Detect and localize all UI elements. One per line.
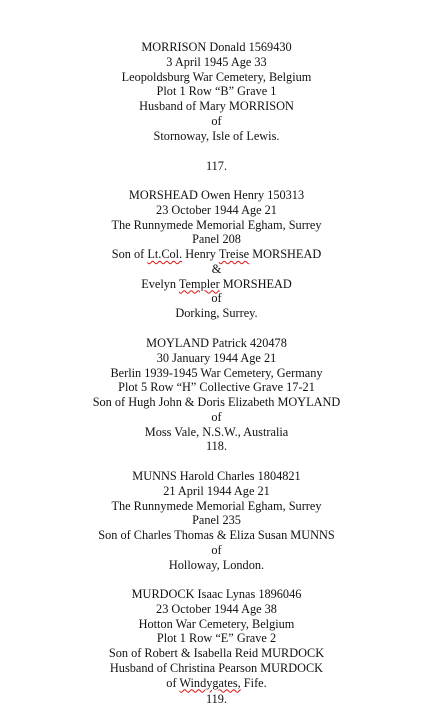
entry-date-line: 30 January 1944 Age 21: [156, 350, 277, 365]
entry-of-line: of: [211, 113, 222, 128]
entry-cemetery-line: Berlin 1939-1945 War Cemetery, Germany: [110, 365, 323, 380]
entry-murdock: [0, 587, 433, 690]
entry-place-line: Stornoway, Isle of Lewis.: [153, 128, 280, 143]
entry-place-line: Dorking, Surrey.: [175, 306, 258, 320]
entry-morshead: [0, 188, 433, 321]
entry-relation-line: Evelyn Templer MORSHEAD: [141, 276, 292, 291]
page-number: 117.: [205, 159, 228, 173]
entry-name-line: MUNNS Harold Charles 1804821: [132, 469, 301, 483]
entry-cemetery-line: Hotton War Cemetery, Belgium: [138, 616, 295, 631]
entry-plot-line: Plot 1 Row “E” Grave 2: [156, 631, 277, 646]
entry-name-line: MURDOCK Isaac Lynas 1896046: [131, 587, 302, 601]
entry-name-line: MORSHEAD Owen Henry 150313: [128, 188, 305, 202]
entry-of-line: of: [211, 409, 222, 424]
entry-date-line: 23 October 1944 Age 38: [156, 601, 277, 616]
entry-place-line: Moss Vale, N.S.W., Australia: [144, 424, 289, 439]
entry-date-line: 21 April 1944 Age 21: [163, 483, 270, 498]
entry-place-line: of Windygates, Fife.: [166, 675, 267, 690]
entry-cemetery-line: Leopoldsburg War Cemetery, Belgium: [121, 69, 312, 84]
entry-of-line: of: [211, 291, 222, 306]
entry-memorial-line: The Runnymede Memorial Egham, Surrey: [111, 498, 322, 513]
entry-panel-line: Panel 208: [192, 232, 241, 247]
entry-relation-line: Son of Lt.Col. Henry Treise MORSHEAD: [111, 247, 322, 261]
entry-of-line: of: [211, 542, 222, 557]
entry-moyland: [0, 336, 433, 439]
entry-date-line: 23 October 1944 Age 21: [156, 202, 277, 217]
page-number: 119.: [205, 692, 228, 706]
entry-date-line: 3 April 1945 Age 33: [166, 54, 267, 69]
entry-name-line: MORRISON Donald 1569430: [141, 40, 292, 54]
entry-munns: [0, 469, 433, 572]
entry-memorial-line: The Runnymede Memorial Egham, Surrey: [111, 217, 322, 232]
entry-place-line: Holloway, London.: [168, 557, 265, 572]
entry-plot-line: Plot 5 Row “H” Collective Grave 17-21: [118, 380, 315, 395]
entry-relation-line: Son of Robert & Isabella Reid MURDOCK: [108, 646, 325, 660]
entry-relation-line: Son of Charles Thomas & Eliza Susan MUNNS: [98, 528, 335, 542]
entry-ampersand-line: &: [211, 261, 222, 276]
entry-relation-line: Husband of Mary MORRISON: [139, 99, 294, 113]
entry-morrison: [0, 40, 433, 143]
page-number: 118.: [205, 439, 228, 453]
spellcheck-flagged-word: Treise: [218, 247, 250, 261]
spellcheck-flagged-word: Lt.Col.: [147, 247, 183, 261]
entry-relation-line: Husband of Christina Pearson MURDOCK: [109, 660, 324, 675]
spellcheck-flagged-word: Windygates,: [179, 675, 241, 690]
entry-plot-line: Plot 1 Row “B” Grave 1: [156, 84, 277, 99]
entry-name-line: MOYLAND Patrick 420478: [146, 336, 287, 350]
entry-panel-line: Panel 235: [192, 513, 241, 528]
entry-relation-line: Son of Hugh John & Doris Elizabeth MOYLAND: [92, 395, 341, 409]
spellcheck-flagged-word: Templer: [178, 276, 220, 291]
